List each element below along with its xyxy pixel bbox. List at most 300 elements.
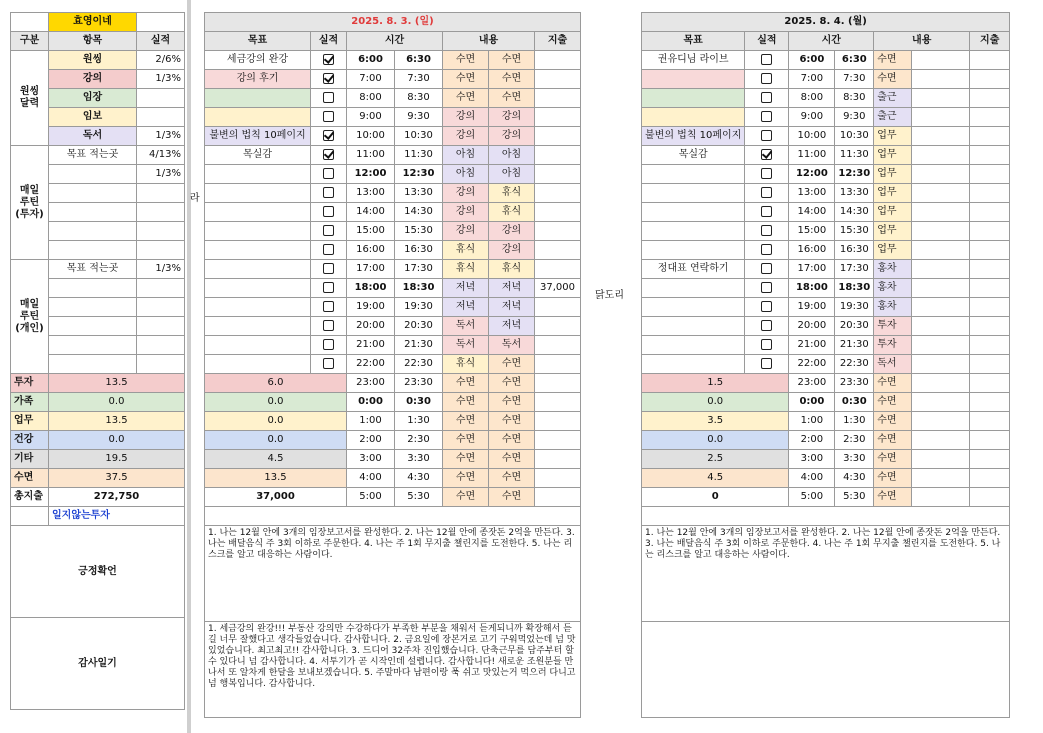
check-cell[interactable] — [311, 355, 347, 374]
checkbox[interactable] — [323, 149, 334, 160]
check-cell[interactable] — [311, 260, 347, 279]
activity-cell[interactable]: 저녁 — [443, 298, 489, 317]
spend-cell[interactable] — [535, 165, 581, 184]
check-cell[interactable] — [745, 222, 789, 241]
spend-cell[interactable] — [535, 317, 581, 336]
activity-cell[interactable]: 아침 — [489, 146, 535, 165]
check-cell[interactable] — [745, 165, 789, 184]
goal-cell[interactable] — [205, 222, 311, 241]
column-header: 목표 — [642, 32, 745, 51]
activity-cell[interactable]: 수면 — [874, 70, 912, 89]
activity-cell[interactable]: 휴식 — [489, 203, 535, 222]
activity-cell[interactable]: 수면 — [489, 374, 535, 393]
check-cell[interactable] — [745, 336, 789, 355]
spend-cell[interactable] — [535, 431, 581, 450]
checkbox[interactable] — [323, 339, 334, 350]
time-start: 21:00 — [789, 336, 835, 355]
spend-cell[interactable] — [535, 450, 581, 469]
checkbox[interactable] — [761, 320, 772, 331]
activity-cell[interactable]: 휴식 — [443, 260, 489, 279]
activity-cell[interactable]: 저녁 — [489, 279, 535, 298]
activity-cell[interactable]: 수면 — [489, 469, 535, 488]
time-start: 3:00 — [789, 450, 835, 469]
spend-cell[interactable] — [970, 222, 1010, 241]
daily-total-value: 1.5 — [642, 374, 789, 393]
activity-cell[interactable]: 홍차 — [874, 279, 912, 298]
activity-cell[interactable]: 수면 — [443, 431, 489, 450]
time-end: 18:30 — [395, 279, 443, 298]
activity-cell[interactable] — [912, 298, 970, 317]
checkbox[interactable] — [761, 130, 772, 141]
activity-cell[interactable] — [912, 431, 970, 450]
spend-cell[interactable] — [970, 184, 1010, 203]
activity-cell[interactable]: 아침 — [443, 165, 489, 184]
activity-cell[interactable]: 업무 — [874, 165, 912, 184]
spend-cell[interactable] — [970, 431, 1010, 450]
activity-cell[interactable]: 수면 — [489, 450, 535, 469]
total-value: 272,750 — [49, 488, 185, 507]
activity-cell[interactable] — [912, 393, 970, 412]
goal-cell[interactable] — [205, 203, 311, 222]
activity-cell[interactable]: 아침 — [443, 146, 489, 165]
goal-cell[interactable] — [642, 336, 745, 355]
goal-cell[interactable] — [205, 317, 311, 336]
check-cell[interactable] — [745, 70, 789, 89]
goal-cell[interactable] — [642, 165, 745, 184]
daily-total-value: 13.5 — [205, 469, 347, 488]
check-cell[interactable] — [311, 146, 347, 165]
activity-cell[interactable]: 강의 — [489, 127, 535, 146]
spend-cell[interactable] — [970, 241, 1010, 260]
activity-cell[interactable]: 업무 — [874, 241, 912, 260]
activity-cell[interactable]: 수면 — [874, 488, 912, 507]
activity-cell[interactable]: 수면 — [443, 469, 489, 488]
spend-cell[interactable] — [535, 355, 581, 374]
time-end: 16:30 — [835, 241, 874, 260]
activity-cell[interactable]: 강의 — [443, 222, 489, 241]
daily-total-value: 0.0 — [205, 412, 347, 431]
spend-cell[interactable] — [535, 184, 581, 203]
goal-cell[interactable] — [642, 70, 745, 89]
activity-cell[interactable]: 독서 — [443, 317, 489, 336]
goal-cell[interactable] — [205, 165, 311, 184]
spend-cell[interactable] — [970, 108, 1010, 127]
goal-cell[interactable] — [205, 298, 311, 317]
summary-value: 13.5 — [49, 374, 185, 393]
activity-cell[interactable]: 독서 — [489, 336, 535, 355]
spend-cell[interactable] — [535, 241, 581, 260]
spend-cell[interactable] — [535, 374, 581, 393]
activity-cell[interactable]: 수면 — [489, 431, 535, 450]
activity-cell[interactable]: 투자 — [874, 336, 912, 355]
spend-cell[interactable] — [970, 317, 1010, 336]
activity-cell[interactable]: 투자 — [874, 317, 912, 336]
checkbox[interactable] — [761, 73, 772, 84]
time-end: 17:30 — [395, 260, 443, 279]
activity-cell[interactable] — [912, 127, 970, 146]
activity-cell[interactable]: 수면 — [443, 374, 489, 393]
check-cell[interactable] — [745, 260, 789, 279]
checkbox[interactable] — [323, 282, 334, 293]
checkbox[interactable] — [323, 301, 334, 312]
activity-cell[interactable]: 강의 — [489, 108, 535, 127]
check-cell[interactable] — [745, 241, 789, 260]
checkbox[interactable] — [323, 187, 334, 198]
activity-cell[interactable] — [912, 412, 970, 431]
goal-cell[interactable] — [642, 355, 745, 374]
check-cell[interactable] — [745, 203, 789, 222]
activity-cell[interactable]: 수면 — [874, 374, 912, 393]
activity-cell[interactable]: 홍차 — [874, 260, 912, 279]
activity-cell[interactable] — [912, 203, 970, 222]
activity-cell[interactable]: 수면 — [443, 488, 489, 507]
activity-cell[interactable] — [912, 165, 970, 184]
item-value: 1/3% — [137, 260, 185, 279]
time-end: 3:30 — [835, 450, 874, 469]
spend-cell[interactable] — [535, 393, 581, 412]
spend-cell[interactable]: 37,000 — [535, 279, 581, 298]
activity-cell[interactable] — [912, 241, 970, 260]
activity-cell[interactable] — [912, 108, 970, 127]
spend-cell[interactable] — [970, 279, 1010, 298]
goal-cell[interactable] — [642, 108, 745, 127]
spend-cell[interactable] — [970, 336, 1010, 355]
goal-cell[interactable] — [642, 279, 745, 298]
spend-cell[interactable] — [970, 51, 1010, 70]
activity-cell[interactable]: 휴식 — [443, 355, 489, 374]
spend-cell[interactable] — [535, 51, 581, 70]
activity-cell[interactable] — [912, 279, 970, 298]
check-cell[interactable] — [745, 51, 789, 70]
goal-cell[interactable] — [642, 89, 745, 108]
goal-cell[interactable]: 강의 후기 — [205, 70, 311, 89]
item-label: 임장 — [49, 89, 137, 108]
check-cell[interactable] — [745, 298, 789, 317]
activity-cell[interactable] — [912, 374, 970, 393]
spend-cell[interactable] — [970, 450, 1010, 469]
goal-cell[interactable] — [205, 279, 311, 298]
summary-label: 수면 — [11, 469, 49, 488]
activity-cell[interactable]: 수면 — [443, 393, 489, 412]
goal-cell[interactable] — [642, 203, 745, 222]
activity-cell[interactable]: 휴식 — [443, 241, 489, 260]
time-start: 19:00 — [347, 298, 395, 317]
spend-cell[interactable] — [970, 412, 1010, 431]
activity-cell[interactable]: 수면 — [443, 89, 489, 108]
activity-cell[interactable] — [912, 89, 970, 108]
checkbox[interactable] — [761, 358, 772, 369]
spend-cell[interactable] — [535, 412, 581, 431]
time-end: 5:30 — [395, 488, 443, 507]
activity-cell[interactable]: 업무 — [874, 127, 912, 146]
checkbox[interactable] — [323, 168, 334, 179]
check-cell[interactable] — [745, 89, 789, 108]
goal-cell[interactable]: 불변의 법칙 10페이지 — [205, 127, 311, 146]
untaken-invest-link[interactable]: 일지않는투자 — [49, 507, 185, 526]
total-label: 총지출 — [11, 488, 49, 507]
check-cell[interactable] — [311, 184, 347, 203]
check-cell[interactable] — [311, 165, 347, 184]
check-cell[interactable] — [745, 184, 789, 203]
activity-cell[interactable]: 업무 — [874, 184, 912, 203]
time-start: 22:00 — [347, 355, 395, 374]
spend-cell[interactable] — [970, 146, 1010, 165]
check-cell[interactable] — [311, 241, 347, 260]
spend-cell[interactable] — [970, 89, 1010, 108]
time-end: 0:30 — [395, 393, 443, 412]
checkbox[interactable] — [323, 54, 334, 65]
activity-cell[interactable]: 수면 — [874, 431, 912, 450]
activity-cell[interactable]: 강의 — [443, 108, 489, 127]
spend-cell[interactable] — [535, 70, 581, 89]
activity-cell[interactable] — [912, 469, 970, 488]
spend-cell[interactable] — [535, 469, 581, 488]
item-value — [137, 317, 185, 336]
checkbox[interactable] — [761, 225, 772, 236]
item-value — [137, 203, 185, 222]
column-header: 구분 — [11, 32, 49, 51]
spend-cell[interactable] — [970, 469, 1010, 488]
item-label: 강의 — [49, 70, 137, 89]
activity-cell[interactable]: 휴식 — [489, 260, 535, 279]
check-cell[interactable] — [311, 70, 347, 89]
spend-cell[interactable] — [970, 203, 1010, 222]
item-label — [49, 184, 137, 203]
goal-cell[interactable] — [642, 222, 745, 241]
goal-cell[interactable]: 세금강의 완강 — [205, 51, 311, 70]
time-end: 18:30 — [835, 279, 874, 298]
check-cell[interactable] — [745, 108, 789, 127]
activity-cell[interactable]: 업무 — [874, 222, 912, 241]
checkbox[interactable] — [761, 187, 772, 198]
activity-cell[interactable] — [912, 355, 970, 374]
spend-cell[interactable] — [535, 488, 581, 507]
goal-cell[interactable] — [205, 89, 311, 108]
activity-cell[interactable]: 수면 — [874, 393, 912, 412]
activity-cell[interactable]: 출근 — [874, 89, 912, 108]
activity-cell[interactable] — [912, 146, 970, 165]
check-cell[interactable] — [745, 146, 789, 165]
goal-cell[interactable]: 정대표 연락하기 — [642, 260, 745, 279]
checkbox[interactable] — [761, 339, 772, 350]
activity-cell[interactable]: 수면 — [874, 450, 912, 469]
spend-cell[interactable] — [535, 298, 581, 317]
spend-cell[interactable] — [970, 355, 1010, 374]
spend-cell[interactable] — [535, 222, 581, 241]
goal-cell[interactable] — [205, 241, 311, 260]
spend-cell[interactable] — [535, 336, 581, 355]
time-start: 7:00 — [789, 70, 835, 89]
activity-cell[interactable]: 독서 — [443, 336, 489, 355]
check-cell[interactable] — [311, 108, 347, 127]
time-end: 2:30 — [395, 431, 443, 450]
check-cell[interactable] — [311, 317, 347, 336]
check-cell[interactable] — [311, 298, 347, 317]
activity-cell[interactable]: 업무 — [874, 203, 912, 222]
activity-cell[interactable]: 수면 — [443, 412, 489, 431]
checkbox[interactable] — [323, 111, 334, 122]
time-end: 13:30 — [395, 184, 443, 203]
summary-label: 투자 — [11, 374, 49, 393]
check-cell[interactable] — [745, 355, 789, 374]
spend-cell[interactable] — [970, 127, 1010, 146]
spend-cell[interactable] — [970, 165, 1010, 184]
time-end: 6:30 — [835, 51, 874, 70]
checkbox[interactable] — [761, 263, 772, 274]
activity-cell[interactable] — [912, 317, 970, 336]
activity-cell[interactable]: 강의 — [443, 184, 489, 203]
goal-cell[interactable] — [205, 260, 311, 279]
daily-total-value: 0.0 — [642, 393, 789, 412]
activity-cell[interactable]: 수면 — [489, 70, 535, 89]
checkbox[interactable] — [761, 92, 772, 103]
checkbox[interactable] — [323, 320, 334, 331]
activity-cell[interactable] — [912, 70, 970, 89]
time-end: 21:30 — [395, 336, 443, 355]
activity-cell[interactable]: 출근 — [874, 108, 912, 127]
summary-value: 0.0 — [49, 431, 185, 450]
check-cell[interactable] — [745, 127, 789, 146]
activity-cell[interactable]: 독서 — [874, 355, 912, 374]
activity-cell[interactable]: 수면 — [874, 51, 912, 70]
checkbox[interactable] — [323, 358, 334, 369]
goal-cell[interactable]: 불변의 법칙 10페이지 — [642, 127, 745, 146]
checkbox[interactable] — [761, 244, 772, 255]
check-cell[interactable] — [311, 127, 347, 146]
spend-cell[interactable] — [535, 146, 581, 165]
item-value — [137, 279, 185, 298]
activity-cell[interactable] — [912, 184, 970, 203]
spend-cell[interactable] — [535, 203, 581, 222]
activity-cell[interactable]: 수면 — [489, 393, 535, 412]
activity-cell[interactable]: 수면 — [443, 70, 489, 89]
goal-cell[interactable] — [205, 355, 311, 374]
goal-cell[interactable] — [642, 298, 745, 317]
spend-cell[interactable] — [970, 393, 1010, 412]
activity-cell[interactable]: 수면 — [489, 412, 535, 431]
activity-cell[interactable] — [912, 222, 970, 241]
spend-cell[interactable] — [970, 298, 1010, 317]
checkbox[interactable] — [323, 244, 334, 255]
checkbox[interactable] — [761, 282, 772, 293]
spend-cell[interactable] — [535, 260, 581, 279]
time-start: 20:00 — [789, 317, 835, 336]
activity-cell[interactable] — [912, 260, 970, 279]
goal-cell[interactable] — [642, 184, 745, 203]
check-cell[interactable] — [311, 222, 347, 241]
goal-cell[interactable]: 권유디님 라이브 — [642, 51, 745, 70]
activity-cell[interactable]: 저녁 — [489, 317, 535, 336]
spend-cell[interactable] — [535, 108, 581, 127]
activity-cell[interactable] — [912, 488, 970, 507]
check-cell[interactable] — [311, 51, 347, 70]
activity-cell[interactable]: 수면 — [489, 355, 535, 374]
item-label: 임보 — [49, 108, 137, 127]
activity-cell[interactable]: 저녁 — [443, 279, 489, 298]
sheet-divider — [187, 0, 191, 733]
spend-cell[interactable] — [970, 260, 1010, 279]
check-cell[interactable] — [311, 89, 347, 108]
checkbox[interactable] — [761, 206, 772, 217]
activity-cell[interactable]: 수면 — [443, 51, 489, 70]
activity-cell[interactable] — [912, 336, 970, 355]
time-start: 9:00 — [347, 108, 395, 127]
check-cell[interactable] — [745, 279, 789, 298]
daily-total-value: 2.5 — [642, 450, 789, 469]
activity-cell[interactable]: 수면 — [874, 412, 912, 431]
date-title: 2025. 8. 4. (월) — [642, 13, 1010, 32]
activity-cell[interactable]: 수면 — [443, 450, 489, 469]
item-label — [49, 222, 137, 241]
item-value — [137, 241, 185, 260]
activity-cell[interactable]: 강의 — [443, 203, 489, 222]
activity-cell[interactable]: 강의 — [489, 222, 535, 241]
check-cell[interactable] — [311, 203, 347, 222]
time-start: 8:00 — [789, 89, 835, 108]
checkbox[interactable] — [323, 73, 334, 84]
activity-cell[interactable]: 홍차 — [874, 298, 912, 317]
check-cell[interactable] — [311, 279, 347, 298]
check-cell[interactable] — [745, 317, 789, 336]
checkbox[interactable] — [761, 301, 772, 312]
affirmation-text: 1. 나는 12월 안에 3개의 임장보고서를 완성한다. 2. 나는 12월 안에 종잣돈 2억을 만든다. 3. 나는 배달음식 주 3회 이하로 주문한다. 4. 나는 주 1회 무지출 챌린지를 도전한다. 5. 나는 리스크를 알고 대응하는 사람이다. — [205, 526, 581, 622]
spend-cell[interactable] — [970, 374, 1010, 393]
checkbox[interactable] — [323, 206, 334, 217]
goal-cell[interactable] — [205, 336, 311, 355]
time-end: 21:30 — [835, 336, 874, 355]
time-start: 18:00 — [347, 279, 395, 298]
item-label — [49, 203, 137, 222]
goal-cell[interactable] — [205, 184, 311, 203]
activity-cell[interactable]: 수면 — [489, 488, 535, 507]
goal-cell[interactable] — [642, 317, 745, 336]
spend-cell[interactable] — [535, 127, 581, 146]
activity-cell[interactable]: 업무 — [874, 146, 912, 165]
spend-cell[interactable] — [970, 70, 1010, 89]
goal-cell[interactable]: 목실감 — [205, 146, 311, 165]
activity-cell[interactable] — [912, 51, 970, 70]
activity-cell[interactable]: 강의 — [489, 241, 535, 260]
checkbox[interactable] — [761, 168, 772, 179]
goal-cell[interactable] — [205, 108, 311, 127]
checkbox[interactable] — [761, 149, 772, 160]
activity-cell[interactable]: 강의 — [443, 127, 489, 146]
spend-cell[interactable] — [970, 488, 1010, 507]
column-header: 지출 — [535, 32, 581, 51]
activity-cell[interactable]: 수면 — [489, 89, 535, 108]
activity-cell[interactable] — [912, 450, 970, 469]
checkbox[interactable] — [323, 263, 334, 274]
activity-cell[interactable]: 수면 — [489, 51, 535, 70]
goal-cell[interactable]: 목실감 — [642, 146, 745, 165]
summary-value: 0.0 — [49, 393, 185, 412]
activity-cell[interactable]: 아침 — [489, 165, 535, 184]
check-cell[interactable] — [311, 336, 347, 355]
activity-cell[interactable]: 수면 — [874, 469, 912, 488]
spend-cell[interactable] — [535, 89, 581, 108]
goal-cell[interactable] — [642, 241, 745, 260]
time-start: 22:00 — [789, 355, 835, 374]
checkbox[interactable] — [323, 225, 334, 236]
activity-cell[interactable]: 저녁 — [489, 298, 535, 317]
checkbox[interactable] — [323, 92, 334, 103]
checkbox[interactable] — [761, 54, 772, 65]
checkbox[interactable] — [761, 111, 772, 122]
group-won: 원씽 달력 — [11, 51, 49, 146]
checkbox[interactable] — [323, 130, 334, 141]
activity-cell[interactable]: 휴식 — [489, 184, 535, 203]
time-start: 19:00 — [789, 298, 835, 317]
